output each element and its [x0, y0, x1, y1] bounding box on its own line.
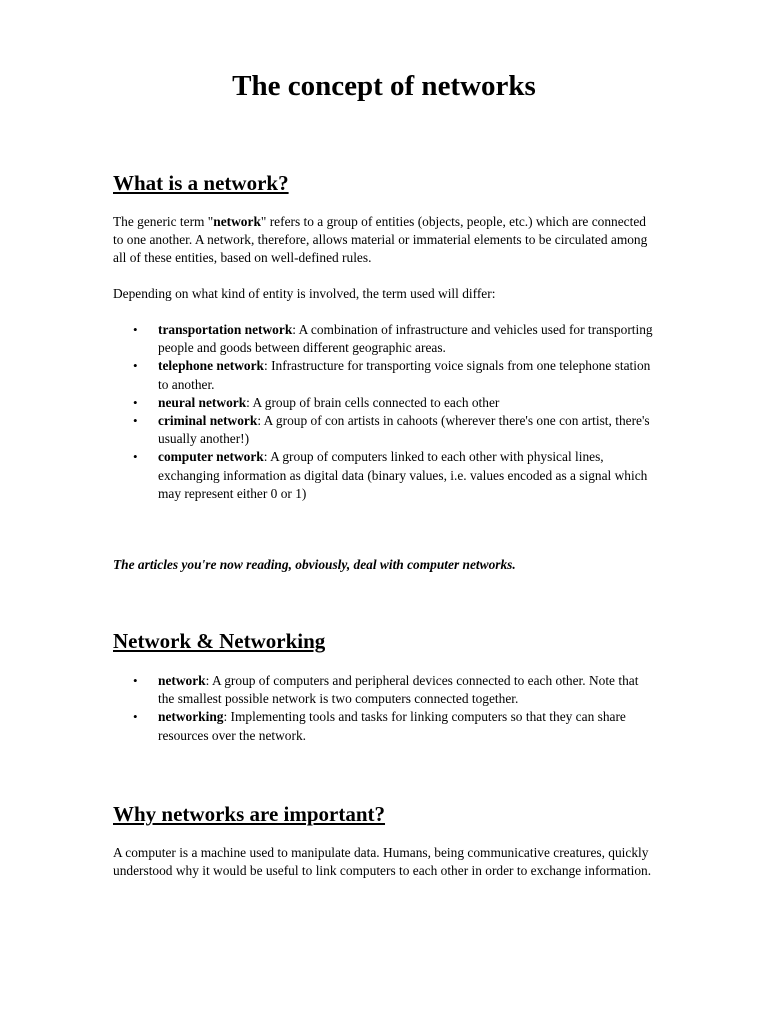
list-item [113, 412, 658, 448]
heading-network-networking: Network & Networking [113, 629, 326, 653]
list-item-term: telephone network [158, 358, 265, 374]
list-item-desc: : A group of computers linked to each other with physical lines, exchanging information as digital data (binary values, i.e. values encoded as a signal which may represent either 0 or 1) [158, 449, 648, 501]
note-computer-networks: The articles you're now reading, obviously, deal with computer networks. [113, 557, 516, 572]
paragraph-network-definition [113, 213, 658, 268]
network-terms-list [113, 672, 658, 745]
list-item [113, 394, 658, 412]
heading-why-networks-important: Why networks are important? [113, 802, 386, 826]
list-item-term: networking [158, 709, 224, 725]
list-item [113, 672, 658, 708]
list-item-desc: : A combination of infrastructure and vehicles used for transporting people and goods between different geographic areas. [158, 322, 653, 356]
bullet-icon: • [133, 358, 138, 374]
list-item-desc: : A group of computers and peripheral devices connected to each other. Note that the smallest possible network is two computers connected together. [158, 673, 639, 707]
text-fragment: " refers to a group of entities (objects, people, etc.) which are connected to one another. A network, therefore, allows material or immaterial elements to be circulated among all of these entities, based on well-defined rules. [113, 214, 648, 266]
list-item-desc: : Infrastructure for transporting voice signals from one telephone station to another. [158, 358, 651, 392]
list-item-term: transportation network [158, 322, 293, 337]
bold-term: network [213, 214, 261, 229]
list-item-desc: : A group of brain cells connected to each other [246, 394, 500, 410]
list-item [113, 708, 658, 744]
bullet-icon: • [133, 413, 138, 429]
list-item-desc: : Implementing tools and tasks for linking computers so that they can share resources over the network. [158, 709, 626, 743]
bullet-icon: • [133, 673, 138, 688]
page-title: The concept of networks [232, 70, 536, 102]
heading-what-is-a-network: What is a network? [113, 171, 289, 195]
list-item [113, 321, 658, 357]
bullet-icon: • [133, 394, 138, 410]
paragraph-entity-types: Depending on what kind of entity is involved, the term used will differ: [113, 286, 496, 301]
bullet-icon: • [133, 322, 138, 337]
list-item-desc: : A group of con artists in cahoots (wherever there's one con artist, there's usually another!) [158, 413, 650, 447]
network-types-list [113, 321, 658, 503]
list-item-term: neural network [158, 394, 247, 410]
paragraph-why-important: A computer is a machine used to manipulate data. Humans, being communicative creatures, quickly understood why it would be useful to link computers to each other in order to exchange information. [113, 845, 652, 879]
bullet-icon: • [133, 449, 138, 465]
text-fragment: The generic term " [113, 214, 214, 229]
bullet-icon: • [133, 709, 138, 725]
list-item [113, 448, 658, 503]
list-item-term: computer network [158, 449, 264, 465]
list-item [113, 357, 658, 393]
list-item-term: criminal network [158, 413, 258, 429]
list-item-term: network [158, 673, 206, 688]
